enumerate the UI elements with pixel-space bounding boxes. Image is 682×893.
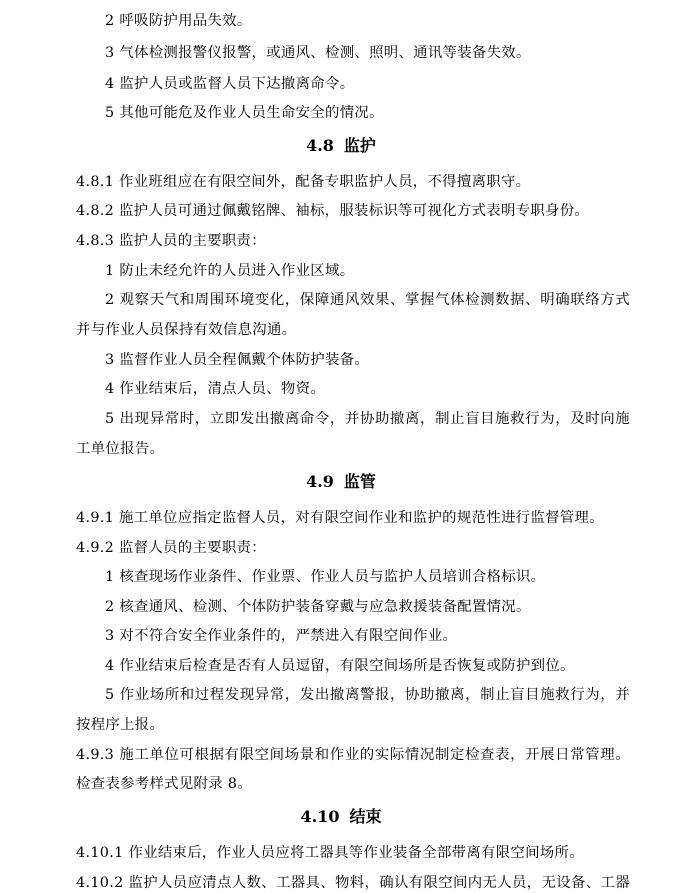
list-item: 3 气体检测报警仪报警，或通风、检测、照明、通讯等装备失效。 [105, 45, 531, 61]
clause-paragraph: 4.8.2 监护人员可通过佩戴铭牌、袖标，服装标识等可视化方式表明专职身份。 [76, 203, 590, 219]
section-heading-4-8 [0, 135, 682, 157]
clause-paragraph: 4.10.1 作业结束后，作业人员应将工器具等作业装备全部带离有限空间场所。 [76, 845, 584, 861]
section-heading-4-9 [0, 471, 682, 493]
heading-title: 监护 [343, 136, 376, 155]
list-item-continuation: 并与作业人员保持有效信息沟通。 [76, 322, 297, 338]
heading-title: 监管 [343, 472, 376, 491]
list-item: 5 其他可能危及作业人员生命安全的情况。 [105, 105, 384, 121]
list-item: 1 防止未经允许的人员进入作业区域。 [105, 263, 355, 279]
list-item: 2 呼吸防护用品失效。 [105, 13, 252, 29]
list-item: 2 核查通风、检测、个体防护装备穿戴与应急救援装备配置情况。 [105, 599, 531, 615]
list-item: 4 作业结束后检查是否有人员逗留，有限空间场所是否恢复或防护到位。 [105, 658, 575, 674]
clause-paragraph: 4.10.2 监护人员应清点人数、工器具、物料，确认有限空间内无人员，无设备、工器 [76, 875, 630, 891]
heading-number: 4.9 [306, 472, 334, 491]
clause-paragraph: 4.8.1 作业班组应在有限空间外，配备专职监护人员，不得擅离职守。 [76, 174, 531, 190]
heading-number: 4.8 [306, 136, 334, 155]
list-item: 3 监督作业人员全程佩戴个体防护装备。 [105, 352, 370, 368]
clause-paragraph: 4.9.1 施工单位应指定监督人员，对有限空间作业和监护的规范性进行监督管理。 [76, 510, 604, 526]
section-heading-4-10 [0, 806, 682, 828]
list-item-continuation: 工单位报告。 [76, 441, 165, 457]
list-item: 5 作业场所和过程发现异常，发出撤离警报，协助撤离，制止盲目施救行为，并 [105, 687, 630, 703]
heading-number: 4.10 [300, 807, 340, 826]
heading-title: 结束 [349, 807, 382, 826]
clause-paragraph: 4.9.2 监督人员的主要职责： [76, 540, 266, 556]
list-item: 4 监护人员或监督人员下达撤离命令。 [105, 76, 355, 92]
clause-paragraph: 4.9.3 施工单位可根据有限空间场景和作业的实际情况制定检查表，开展日常管理。 [76, 747, 630, 763]
clause-paragraph: 4.8.3 监护人员的主要职责： [76, 233, 266, 249]
clause-continuation: 检查表参考样式见附录 8。 [76, 776, 252, 792]
list-item: 5 出现异常时，立即发出撤离命令，并协助撤离，制止盲目施救行为，及时向施 [105, 411, 630, 427]
list-item: 3 对不符合安全作业条件的，严禁进入有限空间作业。 [105, 628, 458, 644]
list-item-continuation: 按程序上报。 [76, 717, 165, 733]
list-item: 2 观察天气和周围环境变化，保障通风效果、掌握气体检测数据、明确联络方式 [105, 292, 630, 308]
list-item: 4 作业结束后，清点人员、物资。 [105, 381, 325, 397]
list-item: 1 核查现场作业条件、作业票、作业人员与监护人员培训合格标识。 [105, 569, 546, 585]
